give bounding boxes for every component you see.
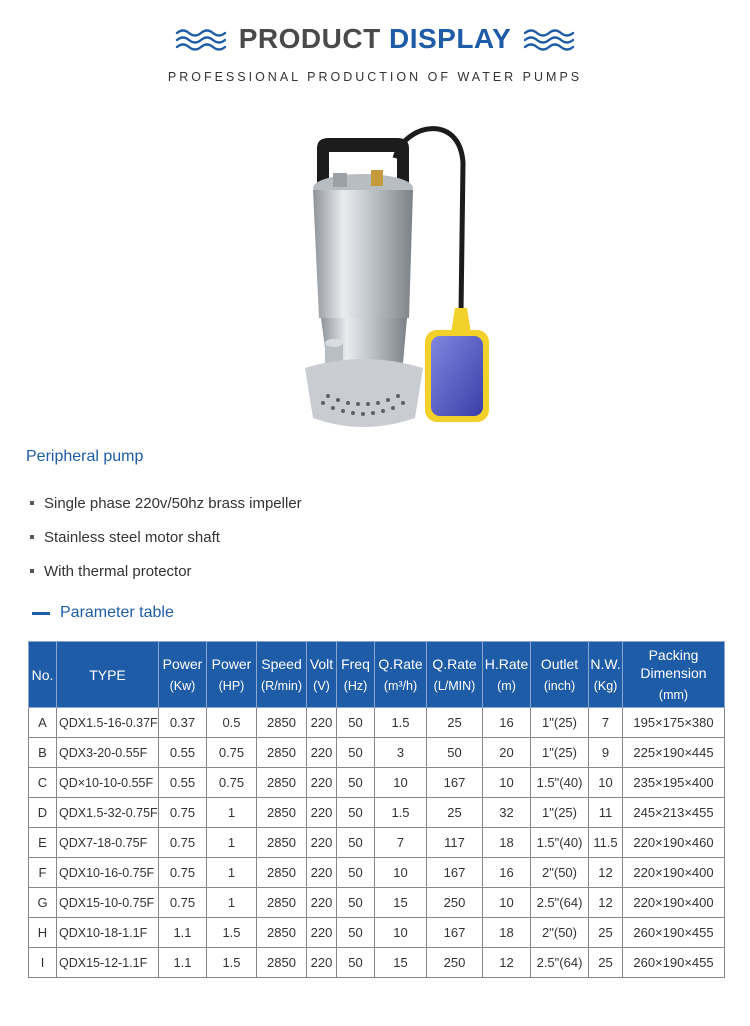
table-cell: 167 bbox=[427, 918, 483, 948]
waves-right-icon bbox=[523, 27, 575, 51]
table-cell: 1 bbox=[207, 798, 257, 828]
table-cell: 50 bbox=[337, 798, 375, 828]
table-cell: 2850 bbox=[257, 948, 307, 978]
table-cell: 9 bbox=[589, 738, 623, 768]
table-row bbox=[29, 768, 725, 798]
page-subtitle: PROFESSIONAL PRODUCTION OF WATER PUMPS bbox=[167, 70, 583, 84]
column-header-label: No. bbox=[31, 666, 54, 683]
table-cell: 1 bbox=[207, 828, 257, 858]
table-cell: QDX15-10-0.75F bbox=[57, 888, 159, 918]
parameter-table-title: Parameter table bbox=[60, 604, 174, 621]
column-header bbox=[29, 642, 57, 708]
table-cell: H bbox=[29, 918, 57, 948]
column-header-label: Power bbox=[211, 655, 252, 672]
table-cell: QDX1.5-16-0.37F bbox=[57, 708, 159, 738]
table-cell: 16 bbox=[483, 708, 531, 738]
table-cell: 50 bbox=[337, 708, 375, 738]
column-header-unit: (Hz) bbox=[343, 678, 368, 693]
table-cell: 1.5 bbox=[207, 918, 257, 948]
table-cell: 1.5"(40) bbox=[531, 768, 589, 798]
table-cell: 0.75 bbox=[159, 828, 207, 858]
table-cell: 2"(50) bbox=[531, 918, 589, 948]
table-cell: 2"(50) bbox=[531, 858, 589, 888]
feature-text: With thermal protector bbox=[44, 562, 192, 580]
table-cell: 11 bbox=[589, 798, 623, 828]
feature-item bbox=[30, 554, 302, 588]
submersible-pump-image bbox=[285, 118, 495, 443]
table-cell: 0.75 bbox=[159, 798, 207, 828]
table-cell: 2850 bbox=[257, 708, 307, 738]
table-cell: 220 bbox=[307, 738, 337, 768]
table-body bbox=[29, 708, 725, 978]
column-header-label: N.W. bbox=[590, 655, 621, 672]
table-cell: 18 bbox=[483, 918, 531, 948]
table-cell: C bbox=[29, 768, 57, 798]
table-cell: 225×190×445 bbox=[623, 738, 725, 768]
table-cell: F bbox=[29, 858, 57, 888]
parameter-table-wrapper bbox=[28, 641, 724, 978]
table-cell: 1"(25) bbox=[531, 798, 589, 828]
table-cell: 10 bbox=[589, 768, 623, 798]
bullet-icon bbox=[30, 569, 34, 573]
feature-text: Stainless steel motor shaft bbox=[44, 528, 220, 546]
table-row bbox=[29, 888, 725, 918]
header-title-row bbox=[0, 22, 750, 56]
table-cell: 50 bbox=[337, 768, 375, 798]
table-cell: 20 bbox=[483, 738, 531, 768]
table-cell: 1"(25) bbox=[531, 738, 589, 768]
column-header-unit: (L/MIN) bbox=[433, 678, 476, 693]
column-header bbox=[159, 642, 207, 708]
column-header-label: Q.Rate bbox=[432, 655, 477, 672]
table-row bbox=[29, 828, 725, 858]
table-cell: 260×190×455 bbox=[623, 918, 725, 948]
table-cell: 0.75 bbox=[159, 858, 207, 888]
column-header bbox=[207, 642, 257, 708]
table-cell: 1.1 bbox=[159, 948, 207, 978]
table-cell: 220 bbox=[307, 888, 337, 918]
table-cell: 25 bbox=[589, 948, 623, 978]
table-cell: 0.55 bbox=[159, 768, 207, 798]
table-cell: 10 bbox=[375, 858, 427, 888]
table-cell: 7 bbox=[589, 708, 623, 738]
table-row bbox=[29, 948, 725, 978]
table-cell: 220 bbox=[307, 798, 337, 828]
column-header-label: Packing Dimension bbox=[640, 646, 707, 681]
table-cell: 0.5 bbox=[207, 708, 257, 738]
table-cell: 10 bbox=[483, 768, 531, 798]
table-cell: 1.5 bbox=[207, 948, 257, 978]
column-header bbox=[623, 642, 725, 708]
table-cell: 50 bbox=[337, 738, 375, 768]
parameter-table-heading bbox=[32, 604, 174, 622]
page-title bbox=[239, 22, 512, 56]
parameter-table bbox=[28, 641, 725, 978]
table-cell: 220 bbox=[307, 708, 337, 738]
table-cell: 16 bbox=[483, 858, 531, 888]
table-cell: 1"(25) bbox=[531, 708, 589, 738]
column-header-label: Speed bbox=[261, 655, 302, 672]
table-cell: QDX10-18-1.1F bbox=[57, 918, 159, 948]
column-header-unit: (m) bbox=[497, 678, 516, 693]
table-cell: 0.75 bbox=[207, 738, 257, 768]
feature-item bbox=[30, 520, 302, 554]
title-part-1: PRODUCT bbox=[238, 23, 381, 54]
table-cell: 2850 bbox=[257, 918, 307, 948]
table-cell: 1 bbox=[207, 888, 257, 918]
table-cell: 0.75 bbox=[159, 888, 207, 918]
table-cell: 50 bbox=[337, 828, 375, 858]
table-cell: B bbox=[29, 738, 57, 768]
table-cell: 220 bbox=[307, 828, 337, 858]
table-cell: I bbox=[29, 948, 57, 978]
table-cell: QDX3-20-0.55F bbox=[57, 738, 159, 768]
table-cell: 7 bbox=[375, 828, 427, 858]
product-name: Peripheral pump bbox=[26, 448, 144, 465]
column-header bbox=[307, 642, 337, 708]
table-cell: 260×190×455 bbox=[623, 948, 725, 978]
table-cell: 50 bbox=[337, 948, 375, 978]
feature-text: Single phase 220v/50hz brass impeller bbox=[44, 494, 302, 512]
column-header bbox=[57, 642, 159, 708]
table-cell: 25 bbox=[427, 798, 483, 828]
table-cell: QDX15-12-1.1F bbox=[57, 948, 159, 978]
table-cell: 2850 bbox=[257, 768, 307, 798]
table-cell: 2.5"(64) bbox=[531, 888, 589, 918]
table-row bbox=[29, 738, 725, 768]
table-cell: 1.1 bbox=[159, 918, 207, 948]
table-cell: 50 bbox=[337, 918, 375, 948]
column-header-label: Freq bbox=[341, 655, 370, 672]
table-cell: 220 bbox=[307, 948, 337, 978]
table-cell: 15 bbox=[375, 948, 427, 978]
column-header bbox=[427, 642, 483, 708]
table-cell: 2850 bbox=[257, 888, 307, 918]
table-cell: 50 bbox=[337, 858, 375, 888]
table-cell: 167 bbox=[427, 768, 483, 798]
table-cell: 10 bbox=[375, 768, 427, 798]
table-cell: 250 bbox=[427, 888, 483, 918]
column-header bbox=[589, 642, 623, 708]
table-cell: 250 bbox=[427, 948, 483, 978]
table-cell: 0.55 bbox=[159, 738, 207, 768]
table-cell: 1.5"(40) bbox=[531, 828, 589, 858]
column-header-unit: (HP) bbox=[218, 678, 245, 693]
feature-list bbox=[30, 486, 302, 588]
table-cell: 10 bbox=[483, 888, 531, 918]
table-cell: 235×195×400 bbox=[623, 768, 725, 798]
table-cell: 220×190×400 bbox=[623, 858, 725, 888]
table-cell: 1 bbox=[207, 858, 257, 888]
waves-left-icon bbox=[175, 27, 227, 51]
table-cell: 117 bbox=[427, 828, 483, 858]
column-header bbox=[337, 642, 375, 708]
table-cell: QDX10-16-0.75F bbox=[57, 858, 159, 888]
table-cell: 50 bbox=[337, 888, 375, 918]
table-cell: D bbox=[29, 798, 57, 828]
table-cell: 220 bbox=[307, 858, 337, 888]
table-cell: 1.5 bbox=[375, 798, 427, 828]
table-cell: 32 bbox=[483, 798, 531, 828]
table-cell: 245×213×455 bbox=[623, 798, 725, 828]
column-header-unit: (V) bbox=[313, 678, 330, 693]
table-cell: 167 bbox=[427, 858, 483, 888]
table-cell: A bbox=[29, 708, 57, 738]
table-cell: 25 bbox=[427, 708, 483, 738]
column-header bbox=[375, 642, 427, 708]
table-cell: QD×10-10-0.55F bbox=[57, 768, 159, 798]
table-cell: 12 bbox=[589, 858, 623, 888]
bullet-icon bbox=[30, 535, 34, 539]
table-cell: 220×190×400 bbox=[623, 888, 725, 918]
column-header-label: H.Rate bbox=[484, 655, 529, 672]
table-row bbox=[29, 708, 725, 738]
table-cell: E bbox=[29, 828, 57, 858]
column-header-unit: (R/min) bbox=[261, 678, 302, 693]
column-header bbox=[257, 642, 307, 708]
column-header bbox=[483, 642, 531, 708]
table-row bbox=[29, 798, 725, 828]
column-header-label: Volt bbox=[309, 655, 334, 672]
page-header bbox=[0, 22, 750, 84]
table-cell: 0.75 bbox=[207, 768, 257, 798]
table-cell: 220 bbox=[307, 918, 337, 948]
column-header-label: Power bbox=[162, 655, 203, 672]
table-cell: 10 bbox=[375, 918, 427, 948]
feature-item bbox=[30, 486, 302, 520]
table-cell: 2.5"(64) bbox=[531, 948, 589, 978]
table-cell: 18 bbox=[483, 828, 531, 858]
table-cell: 25 bbox=[589, 918, 623, 948]
table-header-row bbox=[29, 642, 725, 708]
column-header-unit: (m³/h) bbox=[383, 678, 418, 693]
dash-icon bbox=[32, 612, 50, 615]
table-cell: 220×190×460 bbox=[623, 828, 725, 858]
bullet-icon bbox=[30, 501, 34, 505]
table-cell: 2850 bbox=[257, 738, 307, 768]
table-cell: 50 bbox=[427, 738, 483, 768]
table-cell: 2850 bbox=[257, 798, 307, 828]
table-cell: 3 bbox=[375, 738, 427, 768]
title-part-2: DISPLAY bbox=[388, 23, 512, 54]
column-header bbox=[531, 642, 589, 708]
table-cell: 12 bbox=[483, 948, 531, 978]
table-cell: 11.5 bbox=[589, 828, 623, 858]
table-cell: QDX7-18-0.75F bbox=[57, 828, 159, 858]
table-cell: 220 bbox=[307, 768, 337, 798]
table-cell: 12 bbox=[589, 888, 623, 918]
column-header-unit: (mm) bbox=[658, 687, 689, 702]
table-cell: 195×175×380 bbox=[623, 708, 725, 738]
table-row bbox=[29, 858, 725, 888]
table-cell: 2850 bbox=[257, 828, 307, 858]
column-header-label: TYPE bbox=[89, 666, 126, 683]
column-header-label: Q.Rate bbox=[378, 655, 423, 672]
table-cell: 2850 bbox=[257, 858, 307, 888]
column-header-unit: (inch) bbox=[543, 678, 576, 693]
column-header-unit: (Kg) bbox=[593, 678, 618, 693]
table-cell: QDX1.5-32-0.75F bbox=[57, 798, 159, 828]
table-cell: 0.37 bbox=[159, 708, 207, 738]
table-cell: 15 bbox=[375, 888, 427, 918]
table-cell: G bbox=[29, 888, 57, 918]
table-cell: 1.5 bbox=[375, 708, 427, 738]
column-header-label: Outlet bbox=[540, 655, 579, 672]
column-header-unit: (Kw) bbox=[169, 678, 196, 693]
table-row bbox=[29, 918, 725, 948]
